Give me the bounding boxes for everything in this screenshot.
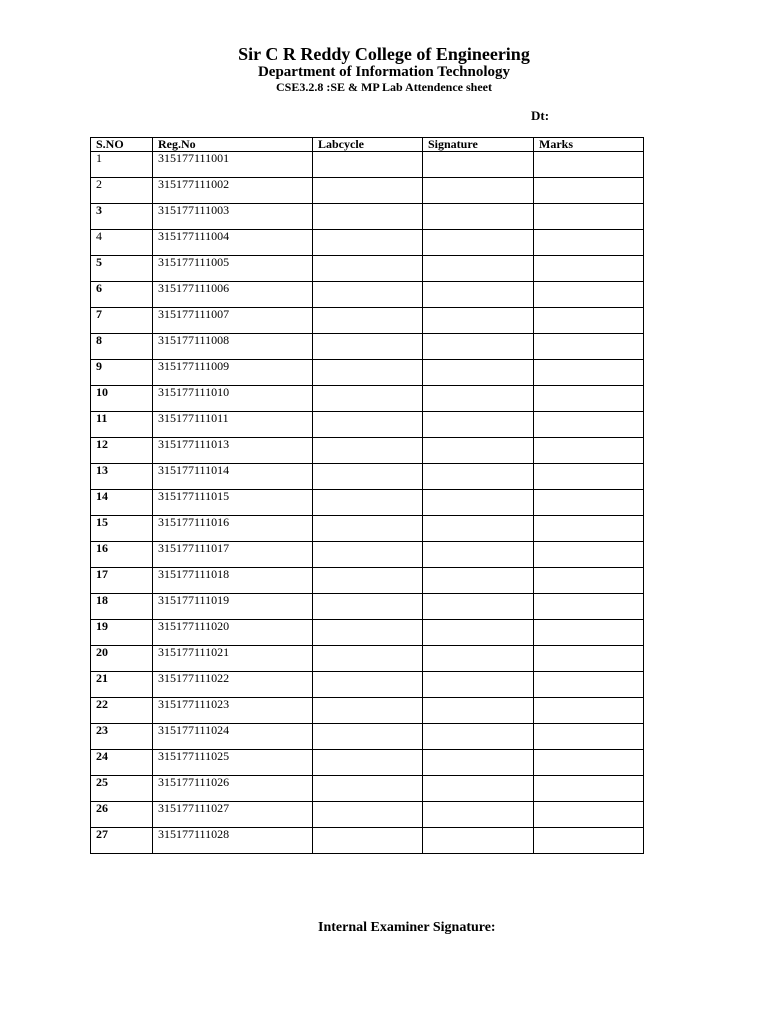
marks-cell[interactable] — [534, 802, 644, 828]
serial-number-cell: 27 — [91, 828, 153, 854]
serial-number-cell: 16 — [91, 542, 153, 568]
reg-number-cell: 315177111003 — [153, 204, 313, 230]
table-row — [91, 646, 644, 672]
table-row — [91, 256, 644, 282]
serial-number-cell: 24 — [91, 750, 153, 776]
marks-cell[interactable] — [534, 828, 644, 854]
signature-cell[interactable] — [423, 412, 534, 438]
reg-number-cell: 315177111010 — [153, 386, 313, 412]
labcycle-cell[interactable] — [313, 516, 423, 542]
header-sno: S.NO — [91, 138, 153, 152]
marks-cell[interactable] — [534, 256, 644, 282]
serial-number-cell: 9 — [91, 360, 153, 386]
marks-cell[interactable] — [534, 386, 644, 412]
reg-number-cell: 315177111022 — [153, 672, 313, 698]
marks-cell[interactable] — [534, 646, 644, 672]
table-header-row — [91, 138, 644, 152]
labcycle-cell[interactable] — [313, 256, 423, 282]
marks-cell[interactable] — [534, 750, 644, 776]
serial-number-cell: 1 — [91, 152, 153, 178]
serial-number-cell: 6 — [91, 282, 153, 308]
table-row — [91, 698, 644, 724]
table-row — [91, 724, 644, 750]
table-row — [91, 282, 644, 308]
labcycle-cell[interactable] — [313, 152, 423, 178]
signature-cell[interactable] — [423, 646, 534, 672]
labcycle-cell[interactable] — [313, 204, 423, 230]
serial-number-cell: 19 — [91, 620, 153, 646]
signature-cell[interactable] — [423, 334, 534, 360]
signature-cell[interactable] — [423, 256, 534, 282]
labcycle-cell[interactable] — [313, 412, 423, 438]
marks-cell[interactable] — [534, 490, 644, 516]
signature-cell[interactable] — [423, 776, 534, 802]
labcycle-cell[interactable] — [313, 568, 423, 594]
reg-number-cell: 315177111024 — [153, 724, 313, 750]
reg-number-cell: 315177111025 — [153, 750, 313, 776]
marks-cell[interactable] — [534, 204, 644, 230]
marks-cell[interactable] — [534, 776, 644, 802]
table-row — [91, 178, 644, 204]
labcycle-cell[interactable] — [313, 750, 423, 776]
reg-number-cell: 315177111026 — [153, 776, 313, 802]
table-row — [91, 776, 644, 802]
marks-cell[interactable] — [534, 724, 644, 750]
attendance-table — [90, 137, 644, 854]
header-labcycle: Labcycle — [313, 138, 423, 152]
marks-cell[interactable] — [534, 542, 644, 568]
table-row — [91, 438, 644, 464]
table-body — [91, 152, 644, 854]
date-label: Dt: — [531, 108, 550, 123]
table-row — [91, 412, 644, 438]
table-row — [91, 334, 644, 360]
labcycle-cell[interactable] — [313, 178, 423, 204]
marks-cell[interactable] — [534, 360, 644, 386]
signature-cell[interactable] — [423, 516, 534, 542]
signature-cell[interactable] — [423, 490, 534, 516]
serial-number-cell: 11 — [91, 412, 153, 438]
signature-cell[interactable] — [423, 204, 534, 230]
signature-cell[interactable] — [423, 828, 534, 854]
reg-number-cell: 315177111020 — [153, 620, 313, 646]
reg-number-cell: 315177111021 — [153, 646, 313, 672]
reg-number-cell: 315177111004 — [153, 230, 313, 256]
sheet-subtitle: CSE3.2.8 :SE & MP Lab Attendence sheet — [276, 80, 492, 94]
table-row — [91, 230, 644, 256]
reg-number-cell: 315177111016 — [153, 516, 313, 542]
college-name: Sir C R Reddy College of Engineering — [238, 44, 530, 64]
table-row — [91, 464, 644, 490]
labcycle-cell[interactable] — [313, 672, 423, 698]
table-row — [91, 828, 644, 854]
labcycle-cell[interactable] — [313, 490, 423, 516]
signature-cell[interactable] — [423, 542, 534, 568]
table-row — [91, 152, 644, 178]
labcycle-cell[interactable] — [313, 308, 423, 334]
table-row — [91, 542, 644, 568]
labcycle-cell[interactable] — [313, 802, 423, 828]
serial-number-cell: 14 — [91, 490, 153, 516]
signature-cell[interactable] — [423, 802, 534, 828]
marks-cell[interactable] — [534, 516, 644, 542]
signature-cell[interactable] — [423, 178, 534, 204]
signature-cell[interactable] — [423, 386, 534, 412]
signature-cell[interactable] — [423, 568, 534, 594]
labcycle-cell[interactable] — [313, 282, 423, 308]
signature-cell[interactable] — [423, 594, 534, 620]
marks-cell[interactable] — [534, 152, 644, 178]
signature-cell[interactable] — [423, 152, 534, 178]
examiner-signature-label: Internal Examiner Signature: — [318, 920, 496, 935]
signature-cell[interactable] — [423, 308, 534, 334]
serial-number-cell: 3 — [91, 204, 153, 230]
reg-number-cell: 315177111027 — [153, 802, 313, 828]
labcycle-cell[interactable] — [313, 360, 423, 386]
serial-number-cell: 26 — [91, 802, 153, 828]
marks-cell[interactable] — [534, 672, 644, 698]
table-row — [91, 594, 644, 620]
reg-number-cell: 315177111028 — [153, 828, 313, 854]
serial-number-cell: 22 — [91, 698, 153, 724]
table-row — [91, 204, 644, 230]
reg-number-cell: 315177111023 — [153, 698, 313, 724]
header-marks: Marks — [534, 138, 644, 152]
marks-cell[interactable] — [534, 178, 644, 204]
marks-cell[interactable] — [534, 620, 644, 646]
marks-cell[interactable] — [534, 698, 644, 724]
table-row — [91, 750, 644, 776]
signature-cell[interactable] — [423, 230, 534, 256]
signature-cell[interactable] — [423, 464, 534, 490]
reg-number-cell: 315177111002 — [153, 178, 313, 204]
signature-cell[interactable] — [423, 724, 534, 750]
reg-number-cell: 315177111011 — [153, 412, 313, 438]
labcycle-cell[interactable] — [313, 620, 423, 646]
signature-cell[interactable] — [423, 620, 534, 646]
reg-number-cell: 315177111006 — [153, 282, 313, 308]
header-regno: Reg.No — [153, 138, 313, 152]
reg-number-cell: 315177111019 — [153, 594, 313, 620]
serial-number-cell: 25 — [91, 776, 153, 802]
serial-number-cell: 13 — [91, 464, 153, 490]
labcycle-cell[interactable] — [313, 464, 423, 490]
serial-number-cell: 12 — [91, 438, 153, 464]
serial-number-cell: 17 — [91, 568, 153, 594]
marks-cell[interactable] — [534, 308, 644, 334]
labcycle-cell[interactable] — [313, 776, 423, 802]
labcycle-cell[interactable] — [313, 646, 423, 672]
marks-cell[interactable] — [534, 464, 644, 490]
table-row — [91, 386, 644, 412]
reg-number-cell: 315177111005 — [153, 256, 313, 282]
reg-number-cell: 315177111014 — [153, 464, 313, 490]
labcycle-cell[interactable] — [313, 828, 423, 854]
serial-number-cell: 2 — [91, 178, 153, 204]
table-row — [91, 360, 644, 386]
table-row — [91, 516, 644, 542]
signature-cell[interactable] — [423, 698, 534, 724]
signature-cell[interactable] — [423, 750, 534, 776]
reg-number-cell: 315177111009 — [153, 360, 313, 386]
serial-number-cell: 15 — [91, 516, 153, 542]
reg-number-cell: 315177111008 — [153, 334, 313, 360]
signature-cell[interactable] — [423, 438, 534, 464]
marks-cell[interactable] — [534, 412, 644, 438]
serial-number-cell: 4 — [91, 230, 153, 256]
signature-cell[interactable] — [423, 282, 534, 308]
table-row — [91, 802, 644, 828]
marks-cell[interactable] — [534, 334, 644, 360]
marks-cell[interactable] — [534, 438, 644, 464]
serial-number-cell: 18 — [91, 594, 153, 620]
table-row — [91, 672, 644, 698]
serial-number-cell: 8 — [91, 334, 153, 360]
labcycle-cell[interactable] — [313, 698, 423, 724]
signature-cell[interactable] — [423, 672, 534, 698]
labcycle-cell[interactable] — [313, 542, 423, 568]
serial-number-cell: 20 — [91, 646, 153, 672]
labcycle-cell[interactable] — [313, 386, 423, 412]
marks-cell[interactable] — [534, 568, 644, 594]
labcycle-cell[interactable] — [313, 230, 423, 256]
department-name: Department of Information Technology — [257, 64, 511, 80]
table-row — [91, 308, 644, 334]
table-row — [91, 620, 644, 646]
serial-number-cell: 21 — [91, 672, 153, 698]
labcycle-cell[interactable] — [313, 334, 423, 360]
reg-number-cell: 315177111001 — [153, 152, 313, 178]
serial-number-cell: 7 — [91, 308, 153, 334]
marks-cell[interactable] — [534, 594, 644, 620]
header-signature: Signature — [423, 138, 534, 152]
serial-number-cell: 5 — [91, 256, 153, 282]
labcycle-cell[interactable] — [313, 724, 423, 750]
table-row — [91, 568, 644, 594]
signature-cell[interactable] — [423, 360, 534, 386]
serial-number-cell: 23 — [91, 724, 153, 750]
reg-number-cell: 315177111017 — [153, 542, 313, 568]
reg-number-cell: 315177111013 — [153, 438, 313, 464]
reg-number-cell: 315177111015 — [153, 490, 313, 516]
reg-number-cell: 315177111018 — [153, 568, 313, 594]
reg-number-cell: 315177111007 — [153, 308, 313, 334]
labcycle-cell[interactable] — [313, 438, 423, 464]
marks-cell[interactable] — [534, 282, 644, 308]
labcycle-cell[interactable] — [313, 594, 423, 620]
marks-cell[interactable] — [534, 230, 644, 256]
serial-number-cell: 10 — [91, 386, 153, 412]
table-row — [91, 490, 644, 516]
